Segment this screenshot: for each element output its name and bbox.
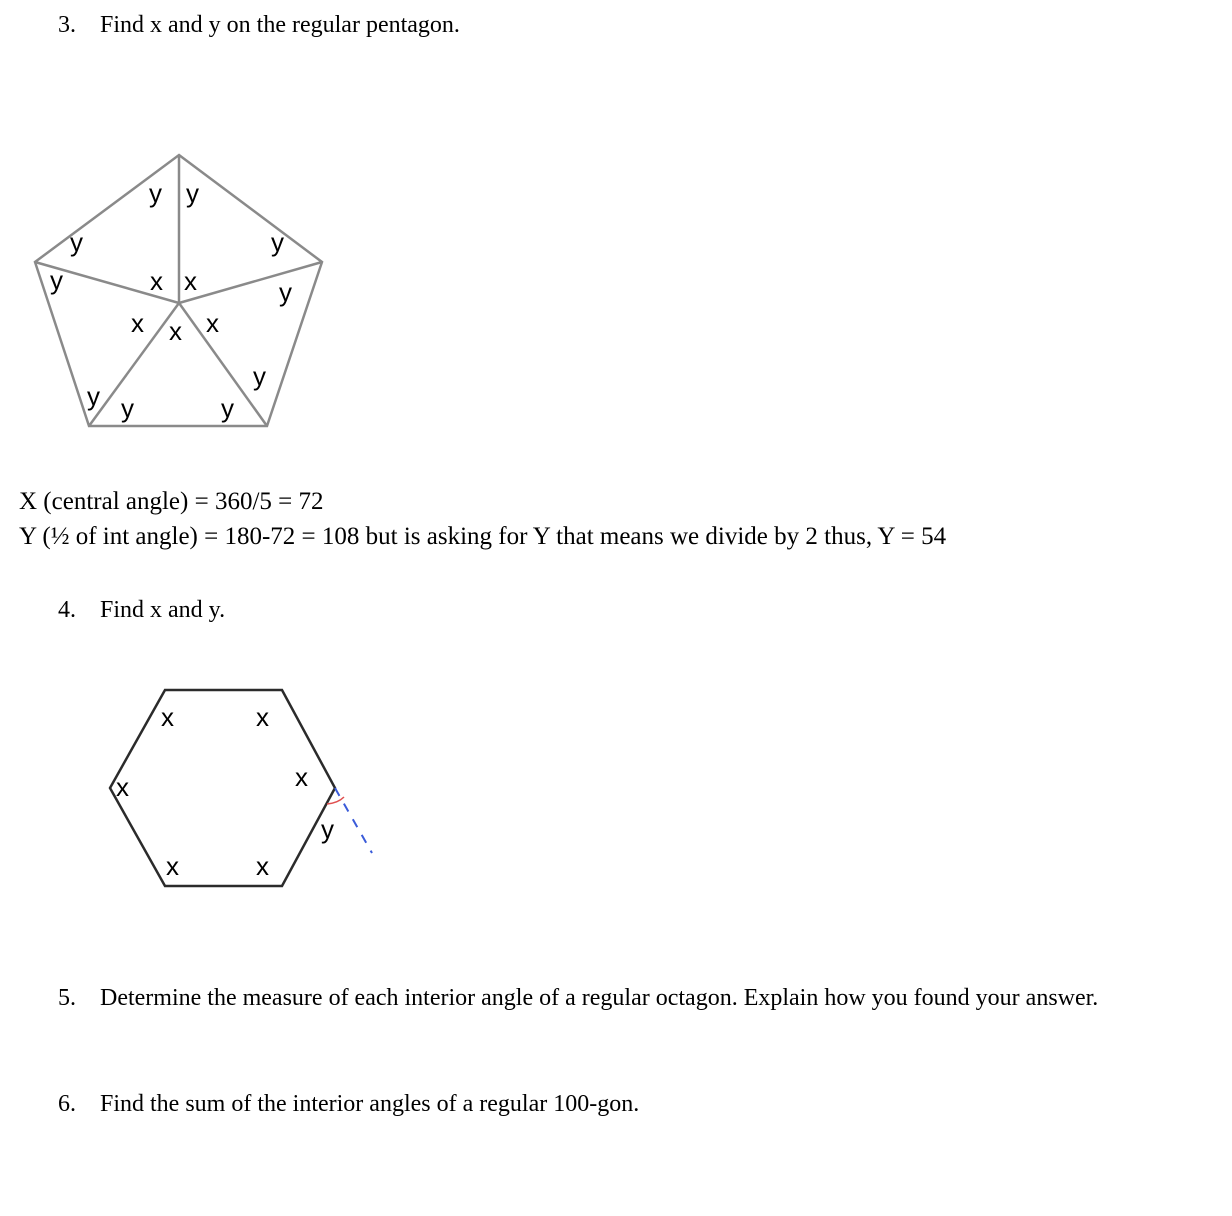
question-text: Determine the measure of each interior angle of a regular octagon. Explain how you found your answer. — [100, 985, 1099, 1011]
hexagon-x-label: x — [166, 851, 179, 881]
pentagon-x-label: x — [150, 266, 163, 296]
hexagon-x-label: x — [161, 702, 174, 732]
pentagon-y-label: y — [221, 393, 234, 423]
extension-dashed-line — [335, 788, 372, 853]
pentagon-y-label: y — [253, 361, 266, 391]
pentagon-y-label: y — [87, 381, 100, 411]
question-5 — [58, 983, 1098, 1013]
pentagon-y-label: y — [279, 277, 292, 307]
hexagon-x-label: x — [256, 851, 269, 881]
pentagon-y-label: y — [70, 227, 83, 257]
question-number: 6. — [58, 1091, 76, 1117]
hexagon-x-label: x — [116, 772, 129, 802]
question-6 — [58, 1089, 639, 1119]
pentagon-y-label: y — [50, 265, 63, 295]
hexagon-x-label: x — [295, 762, 308, 792]
pentagon-x-label: x — [184, 266, 197, 296]
hexagon-y-label: y — [321, 814, 334, 844]
answer-line-2: Y (½ of int angle) = 180-72 = 108 but is asking for Y that means we divide by 2 thus, Y = 54 — [19, 523, 947, 550]
pentagon-y-label: y — [186, 178, 199, 208]
question-number: 5. — [58, 985, 76, 1011]
pentagon-y-label: y — [149, 178, 162, 208]
question-number: 3. — [58, 12, 76, 38]
pentagon-y-label: y — [121, 393, 134, 423]
answer-line-1: X (central angle) = 360/5 = 72 — [19, 488, 324, 515]
pentagon-x-label: x — [131, 308, 144, 338]
question-text: Find x and y on the regular pentagon. — [100, 12, 460, 38]
hexagon-x-label: x — [256, 702, 269, 732]
pentagon-y-label: y — [271, 227, 284, 257]
question-text: Find the sum of the interior angles of a regular 100-gon. — [100, 1091, 640, 1117]
question-number: 4. — [58, 597, 76, 623]
pentagon-x-label: x — [169, 316, 182, 346]
question-text: Find x and y. — [100, 597, 226, 623]
pentagon-x-label: x — [206, 308, 219, 338]
